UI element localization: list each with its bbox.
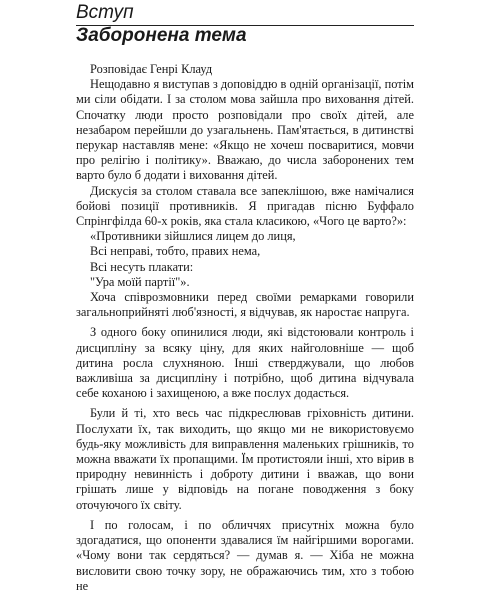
paragraph: І по голосам, і по обличчях присутніх можна було здогадатися, що опоненти здавалися їм найгіршими ворогами. «Чому вони так сердяться? — думав я. — Хіба не можна висловити свою точку зору, не ображаючись тим, хто з тобою не [76, 517, 414, 593]
section-title: Вступ [76, 2, 134, 23]
chapter-title: Заборонена тема [76, 25, 247, 46]
paragraph: Були й ті, хто весь час підкреслював гріховність дитини. Послухати їх, так виходить, що якщо ми не використовуємо будь-яку можливість для виправлення маленьких грішників, то можна вважати їх пропащими. Їм протистояли інші, хто вірив в природну невинність і доброту дитини і вважав, що вони грішать лише у відповідь на погане поводження з боку оточуючого їх світу. [76, 406, 414, 512]
paragraph: Нещодавно я виступав з доповіддю в одній організації, потім ми сіли обідати. І за столом мова зайшла про виховання дітей. Спочатку люди просто розповідали про своїх дітей, але незабаром перейшли до узагальнень. Пам'ятається, в дитинстві перукар наставляв мене: «Якщо не хочеш посваритися, мовчи про релігію і політику». Вважаю, до числа заборонених тем варто було б додати і виховання дітей. [76, 77, 414, 183]
verse-line: Всі неправі, тобто, правих нема, [90, 244, 261, 259]
paragraph: З одного боку опинилися люди, які відстоювали контроль і дисципліну за всяку ціну, для яких найголовніше — щоб дитина росла слухняною. Інші стверджували, що любов важливіша за дисципліну і потрібно, щоб дитина відчувала себе коханою і захищеною, а вже послух додасться. [76, 325, 414, 401]
paragraph: Хоча співрозмовники перед своїми ремарками говорили загальноприйняті люб'язності, я відчував, як наростає напруга. [76, 290, 414, 320]
verse-line: «Противники зійшлися лицем до лиця, [90, 229, 296, 244]
narrator-line: Розповідає Генрі Клауд [90, 62, 213, 76]
verse-line: "Ура моїй партії"». [90, 274, 190, 289]
paragraph: Дискусія за столом ставала все запеклішою, вже намічалися бойові позиції противників. Я пригадав пісню Буффало Спрінгфілда 60-х років, яка стала класикою, «Чого це варто?»: [76, 183, 414, 229]
verse-line: Всі несуть плакати: [90, 259, 194, 274]
body-text [76, 62, 414, 594]
